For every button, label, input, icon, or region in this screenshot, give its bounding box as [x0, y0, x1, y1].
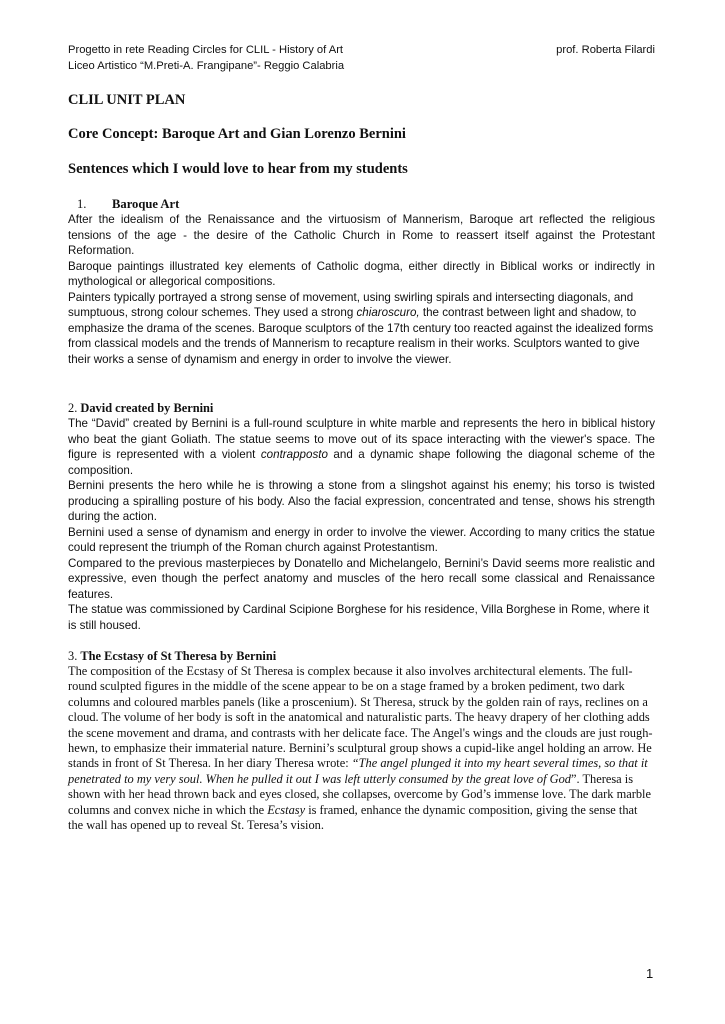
section-1-paragraph-3	[68, 290, 655, 368]
section-1-paragraph-3-text-a: Painters typically portrayed a strong sense of movement, using swirling spirals and intersecting diagonals, and sumptuous, strong colour schemes. They used a strong	[68, 290, 634, 319]
section-3-text-b: ”. Theresa is shown with her head thrown back and eyes closed, she collapses, overcome by God’s immense love. The dark marble columns and convex niche in which the	[68, 771, 652, 817]
section-1-number: 1.	[77, 197, 87, 211]
section-3-paragraph	[68, 664, 655, 833]
section-1-title	[68, 196, 655, 212]
section-2-paragraph-1-text-b: and a dynamic shape following the diagonal scheme of the composition.	[68, 448, 655, 477]
section-3	[68, 648, 655, 833]
document-page	[68, 42, 655, 833]
theresa-diary-quote: “The angel plunged it into my heart several times, so that it penetrated to my very soul. When he pulled it out I was left utterly consumed by the great love of God	[68, 756, 648, 786]
section-2-title-text: David created by Bernini	[80, 401, 214, 415]
core-concept-heading: Core Concept: Baroque Art and Gian Lorenzo Bernini	[68, 126, 406, 142]
section-2-paragraph-3: Bernini used a sense of dynamism and energy in order to involve the viewer. According to many critics the statue could represent the triumph of the Roman church against Protestantism.	[68, 525, 655, 554]
section-2-paragraph-5: The statue was commissioned by Cardinal Scipione Borghese for his residence, Villa Borghese in Rome, where it is still housed.	[68, 603, 650, 632]
header-project-title: Progetto in rete Reading Circles for CLIL - History of Art	[68, 44, 344, 56]
page-number: 1	[646, 966, 654, 981]
section-2-title	[68, 400, 655, 416]
section-2-paragraph-1-text-a: The “David” created by Bernini is a full-round sculpture in white marble and represents the hero in biblical history who beat the giant Goliath. The statue seems to move out of its space interacting with the viewer's space. The figure is represented with a violent	[68, 417, 655, 461]
section-3-title	[68, 648, 655, 664]
contrapposto-term: contrapposto	[260, 448, 328, 461]
header-author: prof. Roberta Filardi	[556, 44, 655, 56]
header-school: Liceo Artistico “M.Preti-A. Frangipane”- Reggio Calabria	[68, 60, 345, 72]
chiaroscuro-term: chiaroscuro,	[356, 306, 420, 319]
section-1-body	[68, 212, 655, 367]
section-3-text-c: is framed, enhance the dynamic composition, giving the sense that the wall has opened up to reveal St. Teresa’s vision.	[68, 802, 638, 833]
running-header	[68, 42, 655, 58]
section-3-title-text: The Ecstasy of St Theresa by Bernini	[80, 649, 277, 663]
section-3-number: 3.	[68, 649, 78, 663]
section-2-paragraph-4: Compared to the previous masterpieces by Donatello and Michelangelo, Bernini’s David seems more realistic and expressive, even though the perfect anatomy and muscles of the hero recall some classical and Renaissance features.	[68, 556, 655, 601]
sentences-heading: Sentences which I would love to hear from my students	[68, 161, 408, 177]
section-3-text-a: The composition of the Ecstasy of St Theresa is complex because it also involves architectural elements. The full-round sculpted figures in the middle of the scene appear to be on a stage framed by a broken pediment, two dark columns and coloured marbles panels (like a proscenium). St Theresa, struck by the golden rain of rays, reclines on a cloud. The volume of her body is soft in the anatomical and naturalistic parts. The heavy drapery of her clothing adds the scene movement and drama, and contrasts with her delicate face. The Angel's wings and the clouds are just rough-hewn, to emphasize their immaterial nature. Bernini’s sculptural group shows a cupid-like angel holding an arrow. He stands in front of St Theresa. In her diary Theresa wrote:	[68, 664, 653, 771]
unit-plan-heading: CLIL UNIT PLAN	[68, 92, 186, 108]
section-1-paragraph-1: After the idealism of the Renaissance and the virtuosism of Mannerism, Baroque art reflected the religious tensions of the age - the desire of the Catholic Church in Rome to reassert itself against the Protestant Reformation.	[68, 213, 655, 257]
section-1-paragraph-2: Baroque paintings illustrated key elements of Catholic dogma, either directly in Biblical works or indirectly in mythological or allegorical compositions.	[68, 259, 655, 288]
section-2-paragraph-1	[68, 416, 655, 478]
section-1-title-text: Baroque Art	[112, 197, 180, 211]
section-2-body	[68, 416, 655, 633]
section-2	[68, 400, 655, 633]
ecstasy-term: Ecstasy	[267, 802, 306, 817]
section-2-paragraph-2: Bernini presents the hero while he is throwing a stone from a slingshot against his enemy; his torso is twisted producing a spiralling posture of his body. Also the facial expression, concentrated and tense, shows his strength during the action.	[68, 479, 655, 523]
section-1-paragraph-3-text-b: the contrast between light and shadow, to emphasize the drama of the scenes. Baroque sculptors of the 17th century too reacted against the idealized forms from classical models and the trends of Mannerism to recapture realism in their works. Sculptors wanted to give their works a sense of dynamism and energy in order to involve the viewer.	[68, 306, 654, 366]
section-2-number: 2.	[68, 401, 78, 415]
section-3-body	[68, 664, 655, 833]
